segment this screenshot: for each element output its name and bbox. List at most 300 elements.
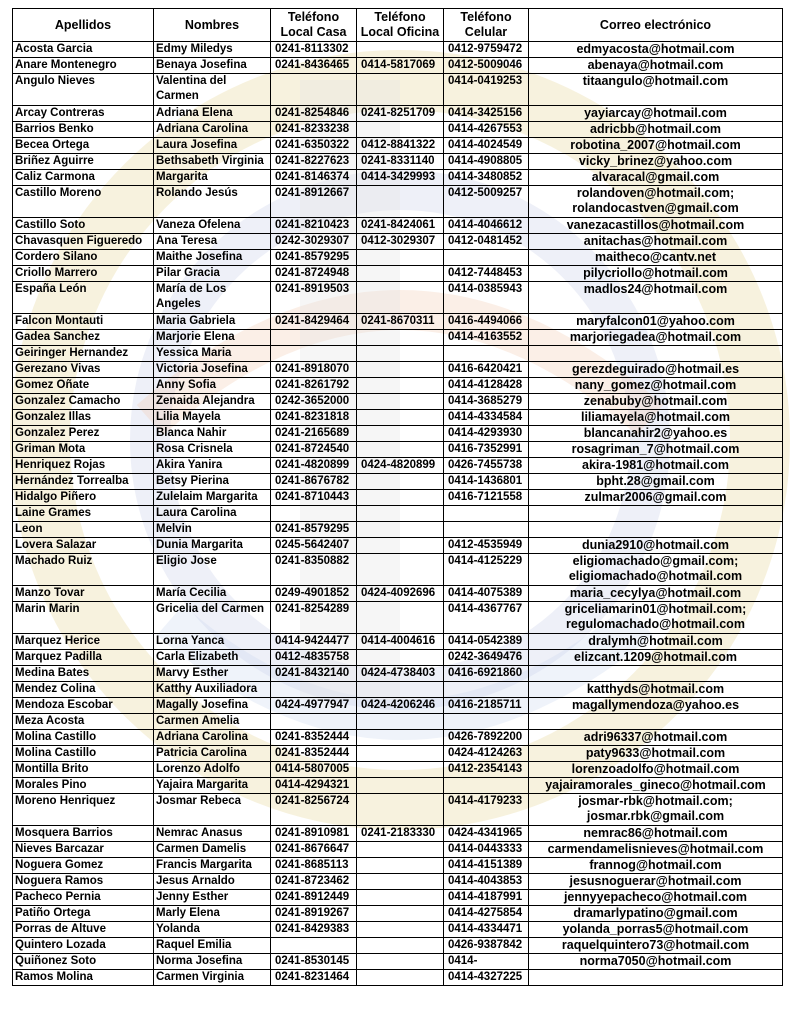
telefono-casa-cell: 0241-8231818: [271, 410, 357, 426]
nombres-cell: Norma Josefina: [154, 954, 271, 970]
telefono-oficina-cell: [357, 650, 444, 666]
telefono-oficina-cell: [357, 778, 444, 794]
correo-cell: jesusnoguerar@hotmail.com: [529, 874, 783, 890]
telefono-oficina-cell: [357, 970, 444, 986]
correo-cell: [529, 506, 783, 522]
telefono-celular-cell: 0414-0385943: [444, 282, 529, 314]
telefono-casa-cell: 0414-9424477: [271, 634, 357, 650]
nombres-cell: Nemrac Anasus: [154, 826, 271, 842]
header-telefono-casa: Teléfono Local Casa: [271, 9, 357, 42]
table-row: [13, 938, 783, 954]
table-row: [13, 746, 783, 762]
telefono-celular-cell: 0412-5009257: [444, 186, 529, 218]
apellidos-cell: Mosquera Barrios: [13, 826, 154, 842]
telefono-casa-cell: 0241-8676647: [271, 842, 357, 858]
correo-cell: frannog@hotmail.com: [529, 858, 783, 874]
correo-cell: jennyyepacheco@hotmail.com: [529, 890, 783, 906]
table-header-row: [13, 9, 783, 42]
telefono-casa-cell: 0242-3029307: [271, 234, 357, 250]
nombres-cell: Josmar Rebeca: [154, 794, 271, 826]
nombres-cell: Valentina del Carmen: [154, 74, 271, 106]
telefono-oficina-cell: [357, 410, 444, 426]
apellidos-cell: Lovera Salazar: [13, 538, 154, 554]
telefono-oficina-cell: [357, 378, 444, 394]
telefono-oficina-cell: 0424-4206246: [357, 698, 444, 714]
telefono-celular-cell: 0414-4151389: [444, 858, 529, 874]
header-telefono-oficina: Teléfono Local Oficina: [357, 9, 444, 42]
apellidos-cell: España León: [13, 282, 154, 314]
apellidos-cell: Becea Ortega: [13, 138, 154, 154]
nombres-cell: Akira Yanira: [154, 458, 271, 474]
telefono-celular-cell: 0412-7448453: [444, 266, 529, 282]
apellidos-cell: Noguera Ramos: [13, 874, 154, 890]
telefono-casa-cell: 0241-8912667: [271, 186, 357, 218]
nombres-cell: Lorna Yanca: [154, 634, 271, 650]
telefono-celular-cell: 0416-2185711: [444, 698, 529, 714]
table-row: [13, 330, 783, 346]
apellidos-cell: Pacheco Pernia: [13, 890, 154, 906]
telefono-celular-cell: 0242-3649476: [444, 650, 529, 666]
telefono-celular-cell: 0412-0481452: [444, 234, 529, 250]
telefono-celular-cell: 0412-2354143: [444, 762, 529, 778]
table-row: [13, 506, 783, 522]
table-row: [13, 490, 783, 506]
nombres-cell: Laura Josefina: [154, 138, 271, 154]
telefono-oficina-cell: [357, 394, 444, 410]
correo-cell: rolandoven@hotmail.com; rolandocastven@gmail.com: [529, 186, 783, 218]
telefono-casa-cell: 0241-8432140: [271, 666, 357, 682]
telefono-celular-cell: 0414-4075389: [444, 586, 529, 602]
telefono-oficina-cell: [357, 490, 444, 506]
correo-cell: bpht.28@gmail.com: [529, 474, 783, 490]
telefono-casa-cell: 0241-6350322: [271, 138, 357, 154]
table-row: [13, 458, 783, 474]
telefono-oficina-cell: [357, 330, 444, 346]
telefono-casa-cell: 0424-4977947: [271, 698, 357, 714]
telefono-casa-cell: [271, 506, 357, 522]
telefono-oficina-cell: [357, 602, 444, 634]
table-row: [13, 842, 783, 858]
correo-cell: gerezdeguirado@hotmail.es: [529, 362, 783, 378]
correo-cell: marjoriegadea@hotmail.com: [529, 330, 783, 346]
correo-cell: adricbb@hotmail.com: [529, 122, 783, 138]
apellidos-cell: Molina Castillo: [13, 730, 154, 746]
table-row: [13, 362, 783, 378]
nombres-cell: María Cecilia: [154, 586, 271, 602]
nombres-cell: Adriana Carolina: [154, 122, 271, 138]
telefono-casa-cell: 0242-3652000: [271, 394, 357, 410]
telefono-casa-cell: [271, 74, 357, 106]
telefono-oficina-cell: [357, 250, 444, 266]
telefono-casa-cell: 0241-8210423: [271, 218, 357, 234]
correo-cell: katthyds@hotmail.com: [529, 682, 783, 698]
apellidos-cell: Medina Bates: [13, 666, 154, 682]
telefono-oficina-cell: [357, 42, 444, 58]
telefono-casa-cell: 0249-4901852: [271, 586, 357, 602]
correo-cell: nany_gomez@hotmail.com: [529, 378, 783, 394]
table-row: [13, 42, 783, 58]
telefono-casa-cell: 0414-4294321: [271, 778, 357, 794]
telefono-celular-cell: [444, 250, 529, 266]
apellidos-cell: Montilla Brito: [13, 762, 154, 778]
nombres-cell: Marly Elena: [154, 906, 271, 922]
telefono-celular-cell: 0414-0443333: [444, 842, 529, 858]
apellidos-cell: Henriquez Rojas: [13, 458, 154, 474]
correo-cell: anitachas@hotmail.com: [529, 234, 783, 250]
apellidos-cell: Criollo Marrero: [13, 266, 154, 282]
telefono-celular-cell: 0414-3425156: [444, 106, 529, 122]
table-row: [13, 266, 783, 282]
telefono-celular-cell: 0414-4046612: [444, 218, 529, 234]
apellidos-cell: Anare Montenegro: [13, 58, 154, 74]
telefono-casa-cell: 0241-8676782: [271, 474, 357, 490]
telefono-celular-cell: [444, 682, 529, 698]
telefono-oficina-cell: [357, 538, 444, 554]
correo-cell: zulmar2006@gmail.com: [529, 490, 783, 506]
telefono-oficina-cell: [357, 730, 444, 746]
telefono-celular-cell: [444, 522, 529, 538]
nombres-cell: Carla Elizabeth: [154, 650, 271, 666]
telefono-celular-cell: 0414-4293930: [444, 426, 529, 442]
table-row: [13, 906, 783, 922]
telefono-oficina-cell: [357, 522, 444, 538]
table-row: [13, 714, 783, 730]
telefono-casa-cell: 0241-8352444: [271, 730, 357, 746]
telefono-casa-cell: 0241-8579295: [271, 522, 357, 538]
correo-cell: maria_cecylya@hotmail.com: [529, 586, 783, 602]
correo-cell: yolanda_porras5@hotmail.com: [529, 922, 783, 938]
apellidos-cell: Briñez Aguirre: [13, 154, 154, 170]
telefono-oficina-cell: [357, 442, 444, 458]
correo-cell: robotina_2007@hotmail.com: [529, 138, 783, 154]
telefono-casa-cell: [271, 938, 357, 954]
nombres-cell: Anny Sofia: [154, 378, 271, 394]
telefono-casa-cell: 0414-5807005: [271, 762, 357, 778]
nombres-cell: Yolanda: [154, 922, 271, 938]
telefono-oficina-cell: 0241-8331140: [357, 154, 444, 170]
telefono-oficina-cell: [357, 714, 444, 730]
table-row: [13, 58, 783, 74]
apellidos-cell: Cordero Silano: [13, 250, 154, 266]
table-row: [13, 538, 783, 554]
telefono-celular-cell: 0414-4367767: [444, 602, 529, 634]
correo-cell: vicky_brinez@yahoo.com: [529, 154, 783, 170]
nombres-cell: Francis Margarita: [154, 858, 271, 874]
nombres-cell: Marvy Esther: [154, 666, 271, 682]
telefono-celular-cell: [444, 506, 529, 522]
correo-cell: blancanahir2@yahoo.es: [529, 426, 783, 442]
apellidos-cell: Meza Acosta: [13, 714, 154, 730]
telefono-oficina-cell: [357, 282, 444, 314]
table-row: [13, 170, 783, 186]
nombres-cell: Benaya Josefina: [154, 58, 271, 74]
correo-cell: titaangulo@hotmail.com: [529, 74, 783, 106]
nombres-cell: Betsy Pierina: [154, 474, 271, 490]
telefono-celular-cell: 0414-4128428: [444, 378, 529, 394]
apellidos-cell: Gadea Sanchez: [13, 330, 154, 346]
telefono-celular-cell: 0414-4043853: [444, 874, 529, 890]
telefono-celular-cell: 0412-4535949: [444, 538, 529, 554]
telefono-oficina-cell: [357, 682, 444, 698]
correo-cell: yayiarcay@hotmail.com: [529, 106, 783, 122]
telefono-oficina-cell: 0241-8670311: [357, 314, 444, 330]
apellidos-cell: Patiño Ortega: [13, 906, 154, 922]
table-row: [13, 522, 783, 538]
table-row: [13, 874, 783, 890]
nombres-cell: Margarita: [154, 170, 271, 186]
correo-cell: [529, 666, 783, 682]
telefono-celular-cell: 0414-3480852: [444, 170, 529, 186]
apellidos-cell: Laine Grames: [13, 506, 154, 522]
nombres-cell: Edmy Miledys: [154, 42, 271, 58]
table-row: [13, 74, 783, 106]
telefono-celular-cell: 0414-4908805: [444, 154, 529, 170]
telefono-casa-cell: 0241-8254846: [271, 106, 357, 122]
apellidos-cell: Barrios Benko: [13, 122, 154, 138]
correo-cell: maryfalcon01@yahoo.com: [529, 314, 783, 330]
telefono-oficina-cell: [357, 794, 444, 826]
telefono-casa-cell: 0241-8579295: [271, 250, 357, 266]
telefono-oficina-cell: [357, 890, 444, 906]
correo-cell: dramarlypatino@gmail.com: [529, 906, 783, 922]
correo-cell: abenaya@hotmail.com: [529, 58, 783, 74]
apellidos-cell: Machado Ruiz: [13, 554, 154, 586]
telefono-casa-cell: 0241-8350882: [271, 554, 357, 586]
telefono-casa-cell: 0241-8723462: [271, 874, 357, 890]
telefono-casa-cell: 0241-8910981: [271, 826, 357, 842]
nombres-cell: Magally Josefina: [154, 698, 271, 714]
telefono-oficina-cell: [357, 362, 444, 378]
apellidos-cell: Geiringer Hernandez: [13, 346, 154, 362]
telefono-celular-cell: 0412-9759472: [444, 42, 529, 58]
telefono-casa-cell: 0241-8227623: [271, 154, 357, 170]
nombres-cell: Katthy Auxiliadora: [154, 682, 271, 698]
apellidos-cell: Angulo Nieves: [13, 74, 154, 106]
correo-cell: zenabuby@hotmail.com: [529, 394, 783, 410]
telefono-casa-cell: 0241-8710443: [271, 490, 357, 506]
nombres-cell: Carmen Amelia: [154, 714, 271, 730]
telefono-oficina-cell: 0241-2183330: [357, 826, 444, 842]
telefono-casa-cell: 0241-4820899: [271, 458, 357, 474]
table-row: [13, 970, 783, 986]
table-row: [13, 394, 783, 410]
header-telefono-celular: Teléfono Celular: [444, 9, 529, 42]
correo-cell: norma7050@hotmail.com: [529, 954, 783, 970]
telefono-casa-cell: 0241-8261792: [271, 378, 357, 394]
correo-cell: [529, 714, 783, 730]
correo-cell: maitheco@cantv.net: [529, 250, 783, 266]
telefono-casa-cell: [271, 682, 357, 698]
apellidos-cell: Molina Castillo: [13, 746, 154, 762]
correo-cell: yajairamorales_gineco@hotmail.com: [529, 778, 783, 794]
telefono-casa-cell: 0241-8685113: [271, 858, 357, 874]
nombres-cell: Carmen Damelis: [154, 842, 271, 858]
telefono-celular-cell: [444, 714, 529, 730]
table-row: [13, 106, 783, 122]
nombres-cell: Zenaida Alejandra: [154, 394, 271, 410]
telefono-celular-cell: 0414-4267553: [444, 122, 529, 138]
nombres-cell: Melvin: [154, 522, 271, 538]
table-row: [13, 954, 783, 970]
telefono-oficina-cell: [357, 506, 444, 522]
nombres-cell: Ana Teresa: [154, 234, 271, 250]
telefono-celular-cell: 0424-4341965: [444, 826, 529, 842]
apellidos-cell: Mendoza Escobar: [13, 698, 154, 714]
apellidos-cell: Manzo Tovar: [13, 586, 154, 602]
apellidos-cell: Acosta Garcia: [13, 42, 154, 58]
telefono-oficina-cell: [357, 762, 444, 778]
telefono-oficina-cell: 0414-3429993: [357, 170, 444, 186]
correo-cell: adri96337@hotmail.com: [529, 730, 783, 746]
table-row: [13, 314, 783, 330]
header-correo: Correo electrónico: [529, 9, 783, 42]
correo-cell: carmendamelisnieves@hotmail.com: [529, 842, 783, 858]
contacts-table: [12, 8, 783, 986]
apellidos-cell: Hidalgo Piñero: [13, 490, 154, 506]
telefono-casa-cell: 0241-8113302: [271, 42, 357, 58]
apellidos-cell: Hernández Torrealba: [13, 474, 154, 490]
telefono-casa-cell: 0241-8256724: [271, 794, 357, 826]
table-row: [13, 426, 783, 442]
telefono-casa-cell: 0241-8530145: [271, 954, 357, 970]
nombres-cell: Zulelaim Margarita: [154, 490, 271, 506]
table-row: [13, 778, 783, 794]
nombres-cell: Lilia Mayela: [154, 410, 271, 426]
apellidos-cell: Falcon Montauti: [13, 314, 154, 330]
nombres-cell: Jenny Esther: [154, 890, 271, 906]
nombres-cell: Rolando Jesús: [154, 186, 271, 218]
apellidos-cell: Moreno Henriquez: [13, 794, 154, 826]
telefono-celular-cell: 0412-5009046: [444, 58, 529, 74]
table-row: [13, 154, 783, 170]
correo-cell: nemrac86@hotmail.com: [529, 826, 783, 842]
telefono-oficina-cell: [357, 74, 444, 106]
nombres-cell: María de Los Angeles: [154, 282, 271, 314]
correo-cell: magallymendoza@yahoo.es: [529, 698, 783, 714]
telefono-celular-cell: 0414-4163552: [444, 330, 529, 346]
telefono-oficina-cell: [357, 906, 444, 922]
correo-cell: akira-1981@hotmail.com: [529, 458, 783, 474]
telefono-celular-cell: 0426-7455738: [444, 458, 529, 474]
apellidos-cell: Quintero Lozada: [13, 938, 154, 954]
apellidos-cell: Leon: [13, 522, 154, 538]
telefono-oficina-cell: [357, 842, 444, 858]
table-row: [13, 666, 783, 682]
apellidos-cell: Gonzalez Illas: [13, 410, 154, 426]
telefono-celular-cell: 0426-7892200: [444, 730, 529, 746]
table-row: [13, 186, 783, 218]
table-row: [13, 474, 783, 490]
telefono-oficina-cell: 0241-8251709: [357, 106, 444, 122]
correo-cell: paty9633@hotmail.com: [529, 746, 783, 762]
telefono-celular-cell: [444, 346, 529, 362]
telefono-casa-cell: 0412-4835758: [271, 650, 357, 666]
nombres-cell: Adriana Elena: [154, 106, 271, 122]
telefono-oficina-cell: 0241-8424061: [357, 218, 444, 234]
correo-cell: [529, 522, 783, 538]
telefono-casa-cell: 0241-8254289: [271, 602, 357, 634]
correo-cell: alvaracal@gmail.com: [529, 170, 783, 186]
telefono-celular-cell: 0414-: [444, 954, 529, 970]
telefono-oficina-cell: [357, 954, 444, 970]
telefono-celular-cell: 0416-6420421: [444, 362, 529, 378]
telefono-casa-cell: 0241-8912449: [271, 890, 357, 906]
nombres-cell: Dunia Margarita: [154, 538, 271, 554]
table-row: [13, 250, 783, 266]
telefono-oficina-cell: [357, 858, 444, 874]
correo-cell: eligiomachado@gmail.com; eligiomachado@hotmail.com: [529, 554, 783, 586]
apellidos-cell: Morales Pino: [13, 778, 154, 794]
correo-cell: elizcant.1209@hotmail.com: [529, 650, 783, 666]
telefono-celular-cell: 0414-4275854: [444, 906, 529, 922]
telefono-celular-cell: 0414-4327225: [444, 970, 529, 986]
table-body: [13, 42, 783, 986]
telefono-celular-cell: 0414-1436801: [444, 474, 529, 490]
telefono-oficina-cell: [357, 186, 444, 218]
telefono-celular-cell: 0416-7352991: [444, 442, 529, 458]
correo-cell: josmar-rbk@hotmail.com; josmar.rbk@gmail.com: [529, 794, 783, 826]
table-row: [13, 602, 783, 634]
nombres-cell: Patricia Carolina: [154, 746, 271, 762]
table-row: [13, 282, 783, 314]
telefono-oficina-cell: [357, 474, 444, 490]
correo-cell: dralymh@hotmail.com: [529, 634, 783, 650]
apellidos-cell: Caliz Carmona: [13, 170, 154, 186]
telefono-celular-cell: 0414-0419253: [444, 74, 529, 106]
correo-cell: dunia2910@hotmail.com: [529, 538, 783, 554]
nombres-cell: Yajaira Margarita: [154, 778, 271, 794]
telefono-celular-cell: 0414-4024549: [444, 138, 529, 154]
table-row: [13, 794, 783, 826]
telefono-casa-cell: 0241-8918070: [271, 362, 357, 378]
telefono-oficina-cell: 0424-4092696: [357, 586, 444, 602]
telefono-oficina-cell: [357, 426, 444, 442]
nombres-cell: Maithe Josefina: [154, 250, 271, 266]
telefono-casa-cell: 0241-8919267: [271, 906, 357, 922]
table-row: [13, 634, 783, 650]
telefono-oficina-cell: [357, 746, 444, 762]
apellidos-cell: Marquez Padilla: [13, 650, 154, 666]
telefono-celular-cell: 0424-4124263: [444, 746, 529, 762]
telefono-casa-cell: [271, 330, 357, 346]
apellidos-cell: Gerezano Vivas: [13, 362, 154, 378]
nombres-cell: Yessica Maria: [154, 346, 271, 362]
telefono-casa-cell: 0241-8233238: [271, 122, 357, 138]
telefono-oficina-cell: 0424-4738403: [357, 666, 444, 682]
apellidos-cell: Chavasquen Figueredo: [13, 234, 154, 250]
telefono-casa-cell: 0241-8436465: [271, 58, 357, 74]
correo-cell: rosagriman_7@hotmail.com: [529, 442, 783, 458]
telefono-celular-cell: 0414-4334471: [444, 922, 529, 938]
telefono-casa-cell: 0245-5642407: [271, 538, 357, 554]
telefono-casa-cell: 0241-8429383: [271, 922, 357, 938]
nombres-cell: Bethsabeth Virginia: [154, 154, 271, 170]
table-row: [13, 730, 783, 746]
table-row: [13, 234, 783, 250]
table-row: [13, 218, 783, 234]
table-row: [13, 826, 783, 842]
apellidos-cell: Marin Marin: [13, 602, 154, 634]
table-row: [13, 586, 783, 602]
table-row: [13, 122, 783, 138]
telefono-oficina-cell: 0412-3029307: [357, 234, 444, 250]
correo-cell: edmyacosta@hotmail.com: [529, 42, 783, 58]
table-row: [13, 378, 783, 394]
telefono-oficina-cell: [357, 938, 444, 954]
telefono-oficina-cell: [357, 346, 444, 362]
apellidos-cell: Castillo Soto: [13, 218, 154, 234]
table-row: [13, 890, 783, 906]
